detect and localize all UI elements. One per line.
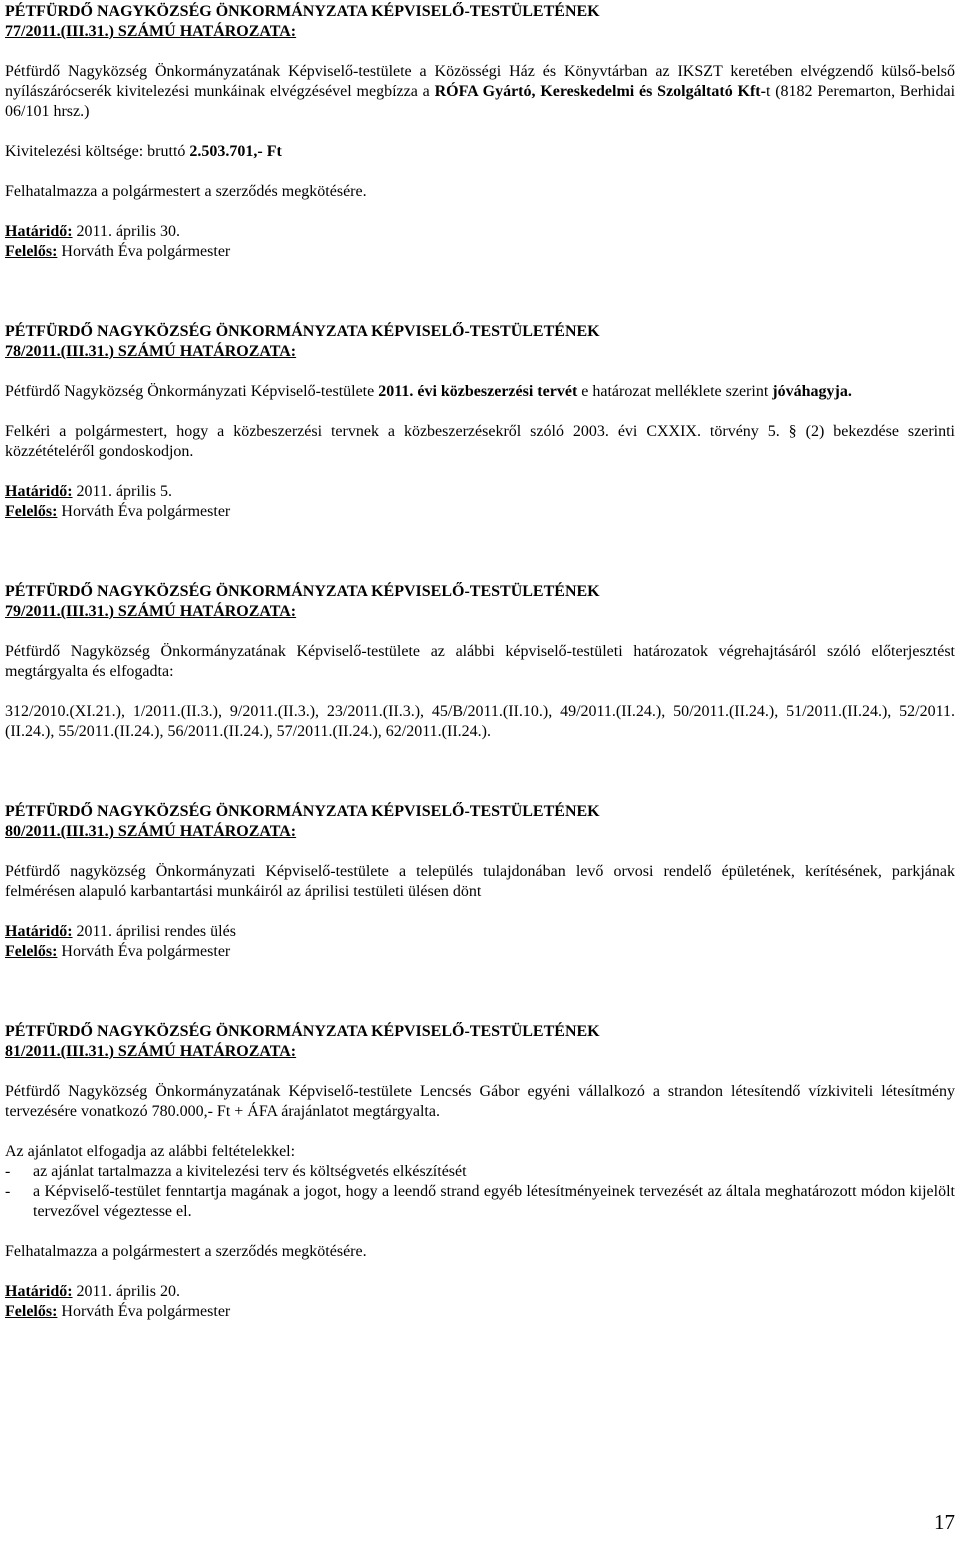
contractor-name: RÓFA Gyártó, Kereskedelmi és Szolgáltató Kft- xyxy=(434,83,766,100)
resolution-body: Pétfürdő Nagyközség Önkormányzatának Képviselő-testülete az alábbi képviselő-testületi határozatok végrehajtásáról szóló előterjesztést megtárgyalta és elfogadta: xyxy=(5,643,955,680)
resolution-body: Pétfürdő Nagyközség Önkormányzati Képviselő-testülete 2011. évi közbeszerzési tervét e határozat melléklete szerint jóváhagyja. xyxy=(5,383,852,400)
resolution-header xyxy=(5,802,955,842)
page-number: 17 xyxy=(934,1510,955,1534)
condition-item: - az ajánlat tartalmazza a kivitelezési terv és költségvetés elkészítését xyxy=(5,1163,467,1180)
resolution-header xyxy=(5,322,955,362)
responsible-line: Felelős: Horváth Éva polgármester xyxy=(5,243,231,260)
resolution-78 xyxy=(5,322,955,522)
authorization-text: Felhatalmazza a polgármestert a szerződés megkötésére. xyxy=(5,1243,367,1260)
resolution-79 xyxy=(5,582,955,742)
conditions-intro: Az ajánlatot elfogadja az alábbi feltételekkel: xyxy=(5,1143,296,1160)
responsible-line: Felelős: Horváth Éva polgármester xyxy=(5,943,231,960)
document-page xyxy=(5,2,955,1322)
request-text: Felkéri a polgármestert, hogy a közbeszerzési tervnek a közbeszerzésekről szóló 2003. évi CXXIX. törvény 5. § (2) bekezdése szerinti közzétételéről gondoskodjon. xyxy=(5,423,955,460)
resolution-number: 79/2011.(III.31.) SZÁMÚ HATÁROZATA: xyxy=(5,603,297,620)
responsible-line: Felelős: Horváth Éva polgármester xyxy=(5,1303,231,1320)
cost-line: Kivitelezési költsége: bruttó 2.503.701,- Ft xyxy=(5,143,282,160)
resolution-list: 312/2010.(XI.21.), 1/2011.(II.3.), 9/2011.(II.3.), 23/2011.(II.3.), 45/B/2011.(II.10.), 49/2011.(II.24.), 50/2011.(II.24.), 51/2011.(II.24.), 52/2011.(II.24.), 55/2011.(II.24.), 56/2011.(II.24.), 57/2011.(II.24.), 62/2011.(II.24.). xyxy=(5,703,955,740)
responsible-line: Felelős: Horváth Éva polgármester xyxy=(5,503,231,520)
council-title: PÉTFÜRDŐ NAGYKÖZSÉG ÖNKORMÁNYZATA KÉPVISELŐ-TESTÜLETÉNEK xyxy=(5,1023,600,1040)
resolution-number: 77/2011.(III.31.) SZÁMÚ HATÁROZATA: xyxy=(5,23,297,40)
condition-item: - a Képviselő-testület fenntartja magának a jogot, hogy a leendő strand egyéb létesítményeinek tervezését az általa meghatározott módon kijelölt tervezővel végeztesse el. xyxy=(5,1183,955,1220)
council-title: PÉTFÜRDŐ NAGYKÖZSÉG ÖNKORMÁNYZATA KÉPVISELŐ-TESTÜLETÉNEK xyxy=(5,323,600,340)
deadline-line: Határidő: 2011. április 20. xyxy=(5,1283,180,1300)
council-title: PÉTFÜRDŐ NAGYKÖZSÉG ÖNKORMÁNYZATA KÉPVISELŐ-TESTÜLETÉNEK xyxy=(5,3,600,20)
resolution-header xyxy=(5,582,955,622)
resolution-80 xyxy=(5,802,955,962)
cost-value: 2.503.701,- Ft xyxy=(189,143,282,160)
deadline-line: Határidő: 2011. április 30. xyxy=(5,223,180,240)
resolution-81 xyxy=(5,1022,955,1322)
resolution-body: Pétfürdő Nagyközség Önkormányzatának Képviselő-testülete a Közösségi Ház és Könyvtárban az IKSZT keretében elvégzendő külső-belső nyílászárócserék kivitelezési munkáinak elvégzésével megbízza a RÓFA Gyártó, Kereskedelmi és Szolgáltató Kft-t (8182 Peremarton, Berhidai 06/101 hrsz.) xyxy=(5,63,956,120)
authorization-text: Felhatalmazza a polgármestert a szerződés megkötésére. xyxy=(5,183,367,200)
resolution-header xyxy=(5,1022,955,1062)
resolution-number: 81/2011.(III.31.) SZÁMÚ HATÁROZATA: xyxy=(5,1043,297,1060)
resolution-body: Pétfürdő nagyközség Önkormányzati Képviselő-testülete a település tulajdonában levő orvosi rendelő épületének, kerítésének, parkjának felmérésen alapuló karbantartási munkáiról az áprilisi testületi ülésen dönt xyxy=(5,863,955,900)
council-title: PÉTFÜRDŐ NAGYKÖZSÉG ÖNKORMÁNYZATA KÉPVISELŐ-TESTÜLETÉNEK xyxy=(5,803,600,820)
deadline-line: Határidő: 2011. áprilisi rendes ülés xyxy=(5,923,236,940)
deadline-line: Határidő: 2011. április 5. xyxy=(5,483,172,500)
council-title: PÉTFÜRDŐ NAGYKÖZSÉG ÖNKORMÁNYZATA KÉPVISELŐ-TESTÜLETÉNEK xyxy=(5,583,600,600)
resolution-number: 78/2011.(III.31.) SZÁMÚ HATÁROZATA: xyxy=(5,343,297,360)
resolution-header xyxy=(5,2,955,42)
resolution-body: Pétfürdő Nagyközség Önkormányzatának Képviselő-testülete Lencsés Gábor egyéni vállalkozó a strandon létesítendő vízkiviteli létesítmény tervezésére vonatkozó 780.000,- Ft + ÁFA árajánlatot megtárgyalta. xyxy=(5,1083,955,1120)
resolution-77 xyxy=(5,2,955,262)
resolution-number: 80/2011.(III.31.) SZÁMÚ HATÁROZATA: xyxy=(5,823,297,840)
